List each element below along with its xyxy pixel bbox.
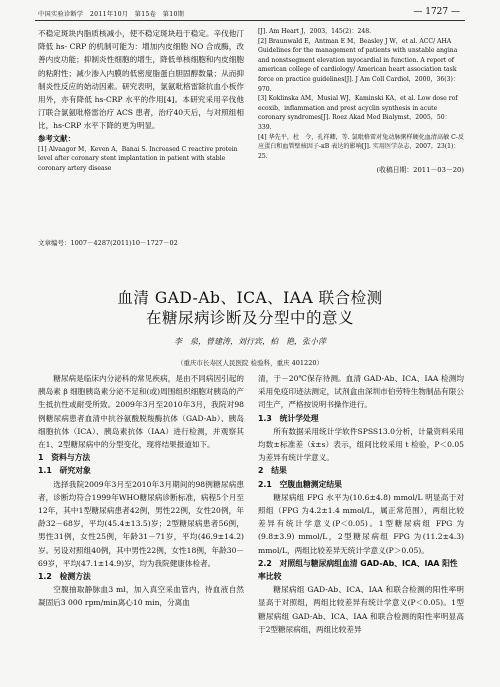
affiliation: （重庆市长寿区人民医院 检验科，重庆 401220） — [177, 359, 323, 367]
article-id: 文章编号：1007－4287(2011)10－1727－02 — [38, 239, 178, 247]
section-1-1-heading: 1.1 研究对象 — [38, 466, 91, 476]
article-title-line-1: 血清 GAD-Ab、ICA、IAA 联合检测 — [117, 289, 383, 307]
intro-paragraph: 糖尿病是临床内分泌科的常见疾病，是由不同病因引起的胰岛素 β 细胞胰岛素分泌不足和(或)周围组织细胞对胰岛的产生抵抗性或耐受所致。2009年3月至2010年3月，我院对98例糖尿病患者血清中抗谷氨酸脱羧酶抗体（GAD-Ab）、胰岛细胞抗体（ICA）、胰岛素抗体（IAA）进行检测，并观察其在1、2型糖尿病中的分型变化，现将结果报道如下。 — [38, 374, 244, 450]
section-2-heading: 2 结果 — [258, 466, 287, 476]
section-2-2-paragraph: 糖尿病组 GAD-Ab、ICA、IAA 和联合检测的阳性率明显高于对照组，两组比较差异有统计学意义(P＜0.05)。1型糖尿病组 GAD-Ab、ICA、IAA 和联合检测的阳性率明显高于2型糖尿病组，两组比较差异 — [258, 585, 464, 634]
reference-1: [1] Alvaagor M，Keven A，Banai S. Increased C reactive protein level after coronary stent implantation in patient with stable coronary artery disease — [38, 145, 238, 172]
prev-article-left-column — [38, 27, 244, 173]
method-continued-paragraph: 清，于－20℃保存待测。血清 GAD-Ab、ICA、IAA 检测均采用免疫印迹法测定，试剂盒由深圳市伯劳特生物制品有限公司生产，严格按说明书操作进行。 — [258, 374, 464, 410]
page-number: — 1727 — — [413, 7, 460, 17]
references-heading: 参考文献： — [38, 133, 75, 143]
section-2-1-heading: 2.1 空腹血糖测定结果 — [258, 479, 342, 489]
prev-article-paragraph: 不稳定斑块内脂质核减小，使不稳定斑块趋于稳定。辛伐他汀降低 hs- CRP 的机制可能为：增加内皮细胞 NO 合成酶，改善内皮功能；抑制炎性细胞的增生，降低单核细胞和内皮细胞的粘附性；减少渗入内膜的低密度脂蛋白胆固醇数量；从而抑制炎性反应的始动因素。研究表明，氯氨吡格雷除抗血小板作用外，亦有降低 hs-CRP 水平的作用[4]。本研究采用辛伐他汀联合氯氨吡格雷治疗 ACS 患者，治疗40天后，与对照组相比，hs-CRP 水平下降的更为明显。 — [38, 29, 244, 131]
section-2-1-paragraph: 糖尿病组 FPG 水平为(10.6±4.8) mmol/L 明显高于对照组（FPG 为4.2±1.4 mmol/L，属正常范围），两组比较差异有统计学意义(P＜0.05)。1型糖尿病组 FPG 为(9.8±3.9) mmol/L，2型糖尿病组 FPG 为(11.2±4.3) mmol/L，两组比较差异无统计学意义(P＞0.05)。 — [258, 492, 464, 555]
article-title-line-2: 在糖尿病诊断及分型中的意义 — [145, 309, 354, 327]
section-1-1-paragraph: 选择我院2009年3月至2010年3月期间的98例糖尿病患者，诊断均符合1999年WHO糖尿病诊断标准，病程5个月至12年，其中1型糖尿病患者42例，男性22例，女性20例，年龄32－68岁，平均(45.4±13.5)岁；2型糖尿病患者56例，男性31例，女性25例，年龄31－71岁，平均(46.9±14.2)岁。另设对照组40例，其中男性22例，女性18例，年龄30－69岁，平均(47.1±14.9)岁，均为我院健康体检者。 — [38, 479, 244, 568]
prev-article-right-column — [258, 27, 464, 176]
reference-2: [2] Braunwald E，Antman E M，Beasley J W，et al. ACC/ AHA Guidelines for the management of patients with unstable angina and nonstsegment elevation myocardial in function. A report of american college of cardiology/ American heart association task force on practice guidelines[J]. J Am Coll Cardiol，2000，36(3)：970. — [258, 37, 459, 93]
authors: 李 泉，曾建涛，刘行宾，柏 艳，张小萍 — [174, 337, 326, 346]
section-1-3-paragraph: 所有数据采用统计学软件SPSS13.0分析，计量资料采用均数±标准差（x̄±s）表示，组间比较采用 t 检验，P＜0.05为差异有统计学意义。 — [258, 426, 464, 463]
reference-4: [4] 华先平，杜 令，孔祥卿，等. 氯吡格雷对兔动脉粥样硬化血清高敏 C-反应蛋白和血管壁核因子-κB 表达的影响[J]. 实用医学杂志，2007，23(1)：25. — [258, 133, 464, 160]
body-right-column — [258, 372, 464, 636]
journal-header: 中国实验诊断学 2011年10月 第15卷 第10期 — [38, 11, 185, 18]
reference-1-continued: [J]. Am Heart J，2003，145(2)：248. — [258, 28, 372, 35]
section-2-2-heading: 2.2 对照组与糖尿病组血清 GAD-Ab、ICA、IAA 阳性率比较 — [258, 558, 458, 582]
reference-3: [3] Koklinska AM，Musial WJ，Kaminski KA，et al. Low dose rof ecoxib，inflammation and prest acyclin synthesis in acute coronary syndromes[J]. Roez Akad Med Bialymst，2005，50：339. — [258, 95, 458, 131]
section-1-2-heading: 1.2 检测方法 — [38, 572, 91, 582]
section-1-3-heading: 1.3 统计学处理 — [258, 413, 319, 423]
section-1-heading: 1 资料与方法 — [38, 453, 91, 463]
body-left-column — [38, 372, 244, 610]
section-1-2-paragraph: 空腹抽取静脉血3 ml，加入真空采血管内，待血液自然凝固后3 000 rpm/min离心10 min，分离血 — [38, 585, 244, 608]
received-date: (收稿日期：2011－03－20) — [376, 166, 464, 175]
header-rule — [35, 20, 465, 21]
